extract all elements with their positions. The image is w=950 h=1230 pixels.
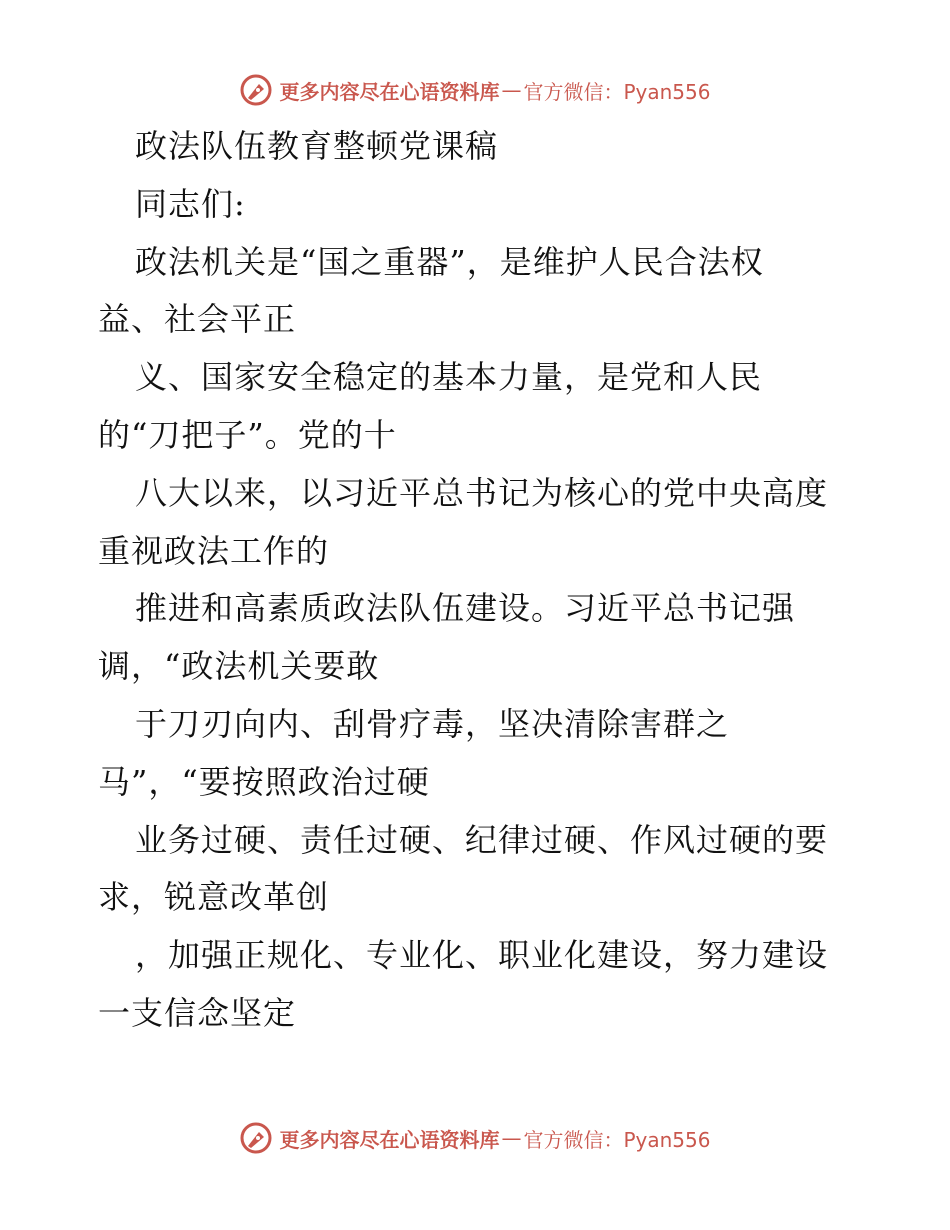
footer-banner: [0, 1118, 950, 1158]
paragraph-line: ，加强正规化、专业化、职业化建设，努力建设: [135, 936, 829, 975]
paragraph-line: 推进和高素质政法队伍建设。习近平总书记强: [135, 589, 796, 628]
paragraph-line: 于刀刃向内、刮骨疗毒，坚决清除害群之: [135, 704, 730, 743]
document-title: 政法队伍教育整顿党课稿: [135, 127, 499, 165]
paragraph-line: 的“刀把子”。党的十: [98, 415, 397, 454]
paragraph-line: 调，“政法机关要敢: [98, 647, 380, 686]
paragraph-line: 政法机关是“国之重器”，是维护人民合法权: [135, 242, 764, 281]
paragraph-line: 益、社会平正: [98, 300, 297, 339]
paragraph-line: 业务过硬、责任过硬、纪律过硬、作风过硬的要: [135, 820, 829, 859]
banner-wechat-text: 官方微信：Pyan556: [523, 79, 711, 104]
paragraph-line: 八大以来，以习近平总书记为核心的党中央高度: [135, 473, 829, 512]
salutation: 同志们:: [135, 184, 246, 223]
pen-nib-circle-icon: [239, 73, 273, 107]
banner-dash: —: [501, 78, 522, 102]
paragraph-line: 求，锐意改革创: [98, 878, 330, 917]
pen-nib-circle-icon: [239, 1121, 273, 1155]
banner-library-text: 更多内容尽在心语资料库: [279, 79, 500, 104]
banner-dash: —: [501, 1126, 522, 1150]
paragraph-line: 义、国家安全稳定的基本力量，是党和人民: [135, 358, 763, 397]
paragraph-line: 马”，“要按照政治过硬: [98, 762, 430, 801]
document-body: [98, 118, 858, 1043]
paragraph-line: 重视政法工作的: [98, 531, 330, 570]
banner-library-text: 更多内容尽在心语资料库: [279, 1127, 500, 1152]
header-banner: [0, 70, 950, 110]
paragraph-line: 一支信念坚定: [98, 993, 297, 1032]
banner-wechat-text: 官方微信：Pyan556: [523, 1127, 711, 1152]
